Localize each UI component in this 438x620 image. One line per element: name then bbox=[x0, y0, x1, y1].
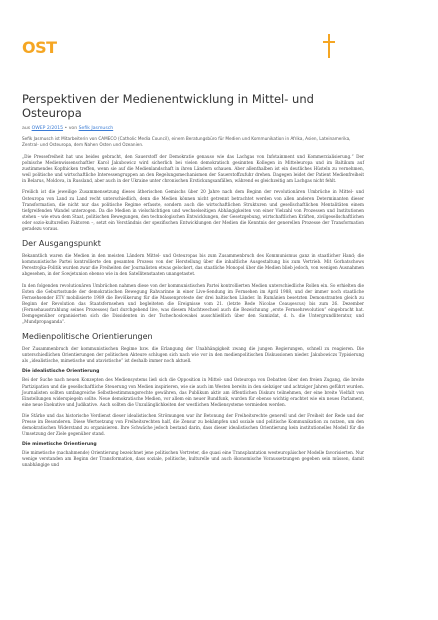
author-bio: Sefik Jasmusch ist Mitarbeiterin von CAMECO (Catholic Media Council), einem Beratungsbüro für Medien und Kommunikation in Afrika, Asien, Lateinamerika, Zentral- und Osteuropa, dem Nahen Osten und Ozeanien. bbox=[22, 136, 351, 147]
issue-link[interactable]: OWEP 2/2015 bbox=[31, 126, 64, 131]
section-paragraph: Bekanntlich waren die Medien in den meisten Ländern Mittel- und Osteuropas bis zum Zusammenbruch des Kommunismus ganz in staatlicher Hand; die kommunistische Partei kontrollierte den gesamten Prozess von der Herstellung über die inhaltliche Ausgestaltung bis zum Vertrieb. Mit Gorbatschows Perestrojka-Politik wurden zwar die Freiheiten der Journalisten etwas gelockert, das staatliche Monopol über die Medien blieb jedoch, von wenigen Ausnahmen abgesehen, in der Sowjetunion ebenso wie in den Satellitenstaaten unangetastet. bbox=[22, 253, 364, 277]
author-link[interactable]: Sefik Jasmusch bbox=[78, 126, 114, 131]
section-heading: Medienpolitische Orientierungen bbox=[22, 332, 153, 342]
article bbox=[22, 92, 364, 474]
intro-paragraph-2: Freilich ist die jeweilige Zusammensetzung dieses ätherischen Gemischs über 20 Jahre nach dem Beginn der revolutionären Umbrüche in Mittel- und Osteuropa von Land zu Land recht unterschiedlich, denn die Medien können nicht getrennt betrachtet werden von allen anderen Determinanten dieser Transformation, die nicht nur das politische Regime erfasste, sondern auch die wirtschaftlichen Strukturen und gesellschaftlichen Mentalitäten einem tiefgreifenden Wandel unterzogen. Da die Medien in vielschichtigen und wechselseitigen Abhängigkeiten von einer Vielzahl von Prozessen und Institutionen stehen – wie etwa dem Staat, politischen Bewegungen, den technologischen Entwicklungen, der Gesetzgebung, wirtschaftlichen Kräften, zivilgesellschaftlichen oder sozio-kulturellen Faktoren –, setzt ein Verständnis der spezifischen Entwicklungen der Medien die Kenntnis der generellen Prozesse der Transformation geradezu voraus. bbox=[22, 189, 364, 232]
section-paragraph: Die Stärke und das historische Verdienst dieser idealistischen Strömungen war ihr Betonung der Freiheitsrechte generell und der Freiheit der Rede und der Presse im Besonderen. Diese Wertsetzung von Freiheitsrechten half, die Zensur zu bekämpfen und soziale und politische Kommunikation zu nutzen, um den demokratischen Widerstand zu organisieren. Ihre Schwäche jedoch bestand darin, dass dieser idealistischen Orientierung kein institutionelles Modell für die Umsetzung der Ziele gegenüber stand. bbox=[22, 412, 364, 437]
meta-von: von bbox=[68, 126, 78, 131]
subsection-heading: Die mimetische Orientierung bbox=[22, 442, 97, 448]
subsection-heading: Die idealistische Orientierung bbox=[22, 369, 100, 375]
section-paragraph: Die mimetische (nachahmende) Orientierung bezeichnet jene politischen Vertreter, die quasi eine Transplantation westeuropäischer Modelle favorisierten. Nur wenige verstanden am Beginn der Transformation, dass soziale, politische, kulturelle und auch ökonomische Voraussetzungen gegeben sein müssen, damit unabhängige und bbox=[22, 450, 364, 468]
article-meta bbox=[22, 126, 364, 131]
section-paragraph: In den folgenden revolutionären Umbrüchen nahmen diese von der kommunistischen Partei kontrollierten Medien unterschiedliche Rollen ein. So erhielten die Esten die Geburtsstunde der demokratischen Bewegung Rahvarinne in einer Live-Sendung im Fernsehen im April 1988, und der immer noch staatliche Fernsehsender ETV mobilisierte 1989 die Bevölkerung für die Massenproteste der drei baltischen Länder. In Rumänien besetzten Demonstranten gleich zu Beginn der Revolution das Staatsfernsehen und begleiteten die Ereignisse vom 21. (letzte Rede Nicolae Ceauşescus) bis zum 26. Dezember (Fernsehausstrahlung seines Prozesses) fast durchgehend live, was diesem Machtwechsel auch die Bezeichnung „erste Fernsehrevolution“ eingebracht hat. Demgegenüber organisierten sich die Dissidenten in der Tschechoslowakei ausschließlich über den Samizdat, d. h. die Untergrundliteratur, und „Mundpropaganda“. bbox=[22, 282, 364, 325]
article-title: Perspektiven der Medienentwicklung in Mittel- und Osteuropa bbox=[22, 92, 314, 120]
meta-separator: • bbox=[64, 126, 68, 131]
intro-paragraph-1: „Die Pressefreiheit hat uns beides gebracht, den Sauerstoff der Demokratie genauso wie das Lachgas von Infotainment und Kommerzialisierung.“ Der polnische Medienwissenschaftler Karol Jakubowicz wird sicherlich bei vielen demokratisch gesinnten Kollegen in Mitteleuropa und im Baltikum auf zustimmendes Kopfnicken treffen, wenn sie auf die Medienlandschaft in ihren Ländern schauen. Aber allenthalben ist ein deutliches Hüsteln zu vernehmen, weil politische und wirtschaftliche Interessengruppen an den Regelungsmechanismen der Sauerstoffzufuhr drehen. Dagegen leidet der Patient Medienfreiheit in Belarus, Moldova, in Russland, aber auch in der Ukraine unter chronischen Erstickungsanfällen, während es gleichzeitig am Lachgas nicht fehlt. bbox=[22, 154, 364, 184]
section-heading: Der Ausgangspunkt bbox=[22, 239, 101, 249]
site-logo[interactable]: OST bbox=[22, 38, 57, 57]
section-paragraph: Bei der Suche nach neuen Konzepten des Mediensystems ließ sich die Opposition in Mittel- und Osteuropa von Debatten über den freien Zugang, die breite Partizipation und die gesellschaftliche Steuerung von Medien inspirieren, wie sie auch im Westen bereits in den siebziger und achtziger Jahren geführt wurden. Journalisten sollten umfangreiche Selbstbestimmungsrechte gewähren, das Publikum aktiv am öffentlichen Diskurs teilnehmen, der eine breite Vielfalt von Einstellungen widerspiegeln sollte. Neue demokratische Medien, vor allem ein neuer Rundfunk, wurden für ebenso wichtig erachtet wie ein neues Parlament, eine neue Exekutive und Judikative. Auch sollten die Unzulänglichkeiten der westlichen Mediensysteme vermieden werden. bbox=[22, 377, 364, 407]
meta-prefix: aus bbox=[22, 126, 31, 131]
section-paragraph: Der Zusammenbruch der kommunistischen Regime bzw. die Erlangung der Unabhängigkeit zwang die jungen Regierungen, schnell zu reagieren. Die unterschiedlichen Orientierungen der politischen Akteure schlugen sich nach wie vor in den medienpolitischen Diskussionen nieder. Jakubowiczs Typisierung als „idealistische, mimetische und atavistische“ ist deshalb immer noch aktuell. bbox=[22, 346, 364, 364]
cross-icon bbox=[323, 34, 335, 58]
